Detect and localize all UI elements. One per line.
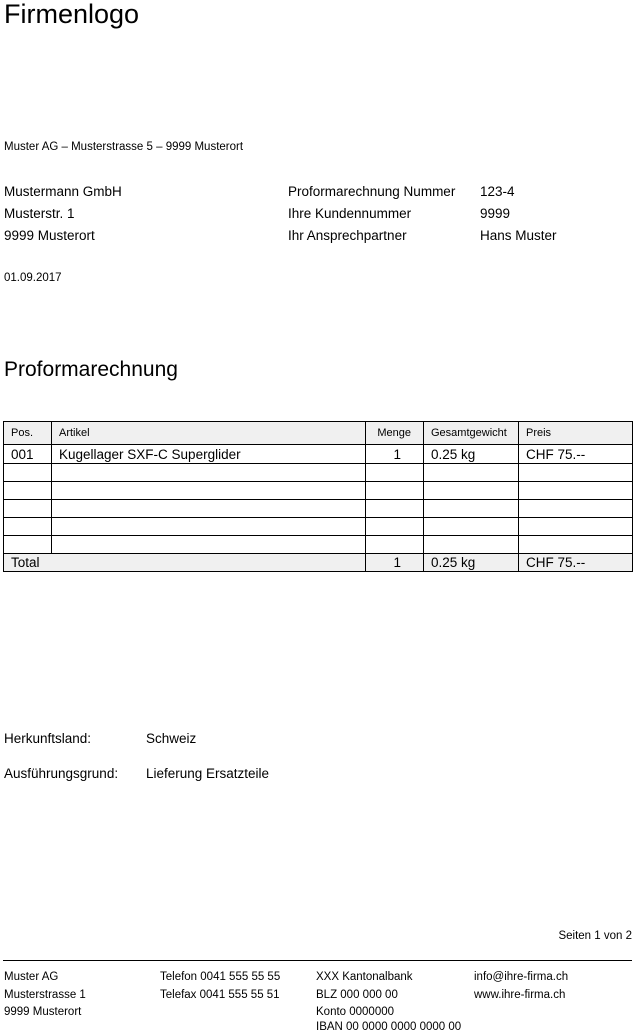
footer-bank-blz: BLZ 000 000 00 [316,989,398,1001]
header-preis: Preis [519,422,633,445]
empty-table-row [4,500,633,518]
page-indicator: Seiten 1 von 2 [558,930,632,942]
row-artikel: Kugellager SXF-C Superglider [52,445,366,464]
origin-country-value: Schweiz [146,731,197,746]
company-logo-text: Firmenlogo [4,0,140,29]
total-menge: 1 [366,554,424,572]
total-gewicht: 0.25 kg [424,554,519,572]
header-menge: Menge [366,422,424,445]
footer-email: info@ihre-firma.ch [474,971,569,983]
execution-reason-label: Ausführungsgrund: [4,766,119,781]
row-pos: 001 [4,445,52,464]
origin-country-label: Herkunftsland: [4,731,92,746]
row-menge: 1 [366,445,424,464]
footer-company-street: Musterstrasse 1 [4,989,86,1001]
footer-divider [3,960,632,961]
empty-table-row [4,482,633,500]
customer-number-label: Ihre Kundennummer [288,206,412,221]
invoice-number-label: Proformarechnung Nummer [288,184,456,199]
footer-bank-account: Konto 0000000 [316,1006,395,1018]
sender-address-line: Muster AG – Musterstrasse 5 – 9999 Musterort [4,141,244,153]
empty-table-row [4,518,633,536]
table-total-row [4,554,633,572]
table-header-row [4,422,633,445]
customer-number-value: 9999 [480,206,511,221]
contact-person-label: Ihr Ansprechpartner [288,228,407,243]
header-gesamtgewicht: Gesamtgewicht [424,422,519,445]
document-title: Proformarechnung [4,358,178,381]
footer-bank-iban: IBAN 00 0000 0000 0000 00 [316,1021,462,1033]
contact-person-value: Hans Muster [480,228,557,243]
recipient-city: 9999 Musterort [4,228,95,243]
footer-phone: Telefon 0041 555 55 55 [160,971,281,983]
empty-table-row [4,464,633,482]
footer-website: www.ihre-firma.ch [474,989,566,1001]
empty-table-row [4,536,633,554]
row-gewicht: 0.25 kg [424,445,519,464]
execution-reason-value: Lieferung Ersatzteile [146,766,270,781]
recipient-street: Musterstr. 1 [4,206,75,221]
header-pos: Pos. [4,422,52,445]
footer-company-name: Muster AG [4,971,59,983]
items-table [3,421,633,572]
invoice-number-value: 123-4 [480,184,515,199]
document-date: 01.09.2017 [4,272,62,284]
total-label: Total [4,554,366,572]
footer-fax: Telefax 0041 555 55 51 [160,989,280,1001]
total-preis: CHF 75.-- [519,554,633,572]
footer-bank-name: XXX Kantonalbank [316,971,413,983]
recipient-name: Mustermann GmbH [4,184,122,199]
footer-company-city: 9999 Musterort [4,1006,82,1018]
header-artikel: Artikel [52,422,366,445]
row-preis: CHF 75.-- [519,445,633,464]
table-row [4,445,633,464]
